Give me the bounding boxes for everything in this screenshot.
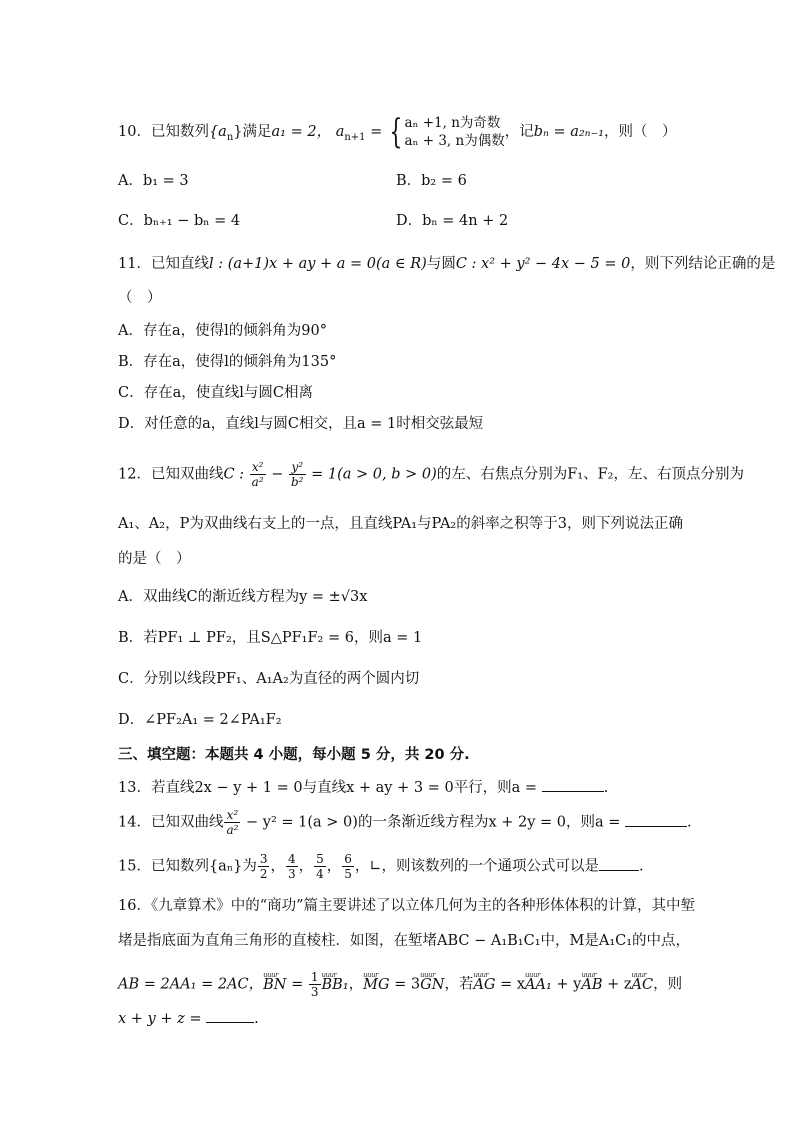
q16-l3-eq1: =: [286, 976, 308, 993]
q14-frac-den: a²: [226, 823, 239, 837]
q12-stem-b: 的左、右焦点分别为F₁、F₂，左、右顶点分别为: [436, 466, 744, 483]
q14-frac: [224, 808, 240, 837]
q12-option-c: C．分别以线段PF₁、A₁A₂为直径的两个圆内切: [118, 671, 420, 687]
q16-l3-h: ，则: [653, 976, 683, 993]
q16-line4: [118, 1008, 259, 1030]
q15-frac-4-den: 5: [344, 867, 352, 881]
q12-frac-x-num: x²: [250, 460, 266, 475]
q16-line2: 堵是指底面为直角三角形的直棱柱．如图，在堑堵ABC − A₁B₁C₁中，M是A₁C₁的中点，: [118, 933, 691, 949]
q14-period: .: [687, 814, 692, 831]
q10-rec-lhs: a: [335, 124, 345, 140]
q14-answer-blank[interactable]: [625, 812, 687, 827]
q15-ellipsis: ∟: [369, 858, 382, 875]
q11-line-eq: l : (a+1)x + ay + a = 0(a ∈ R): [208, 256, 427, 272]
q10-stem-a: 10．已知数列: [118, 124, 209, 140]
q16-vec-ac: uuur AC: [632, 974, 654, 996]
q16-l3-e: = x: [495, 976, 526, 993]
q15-frac-1: [258, 852, 270, 881]
q16-l3-g: + z: [602, 976, 632, 993]
q11-circle-eq: C : x² + y² − 4x − 5 = 0: [455, 256, 631, 272]
q12-frac-x: [250, 460, 266, 489]
q14-text-a: 14．已知双曲线: [118, 814, 224, 831]
q15-frac-3-num: 5: [316, 852, 324, 866]
q10-option-c: C．bₙ₊₁ − bₙ = 4: [118, 213, 241, 229]
question-13: [118, 777, 608, 799]
q15-sep-4: ，: [354, 858, 370, 875]
q16-l3-c: = 3: [389, 976, 421, 993]
q12-minus: −: [266, 466, 288, 483]
q15-frac-2-den: 3: [287, 867, 296, 881]
q13-answer-blank[interactable]: [542, 777, 604, 792]
q16-l3-f: + y: [551, 976, 582, 993]
q14-text-mid: − y² = 1(a > 0)的一条渐近线方程为x + 2y = 0，则a =: [241, 814, 626, 831]
q15-sep-1: ，: [270, 858, 285, 875]
q16-line1: 16．《九章算术》中的“商功”篇主要讲述了以立体几何为主的各种形体体积的计算，其中堑: [118, 898, 696, 914]
q12-frac-y-num: y²: [289, 460, 306, 475]
q10-case1: aₙ +1, n为奇数: [404, 115, 501, 131]
q12-hyp-pre: C :: [223, 466, 249, 483]
q12-frac-y-den: b²: [291, 475, 304, 489]
question-12-stem: [118, 460, 744, 489]
q11-stem-c: ，则下列结论正确的是: [630, 256, 776, 272]
question-15: [118, 852, 644, 881]
q10-option-b: B．b₂ = 6: [396, 173, 467, 189]
q12-option-b: B．若PF₁ ⊥ PF₂，且S△PF₁F₂ = 6，则a = 1: [118, 630, 423, 646]
q16-l3-d: ，若: [444, 976, 474, 993]
q15-sep-2: ，: [298, 858, 314, 875]
q12-frac-y: [289, 460, 306, 489]
q16-vec-bn: uuur BN: [263, 974, 286, 996]
q16-frac: [309, 970, 321, 999]
q16-frac-num: 1: [310, 970, 319, 984]
q16-answer-blank[interactable]: [206, 1008, 254, 1023]
q16-line4-a: x + y + z =: [118, 1011, 207, 1027]
q16-vec-bb: uuur BB₁: [322, 974, 349, 996]
q15-frac-2: [286, 852, 298, 881]
q16-vec-mg: uuur MG: [363, 974, 389, 996]
q13-period: .: [603, 780, 609, 796]
q15-frac-1-den: 2: [259, 867, 268, 881]
q15-text-b: ，则该数列的一个通项公式可以是: [381, 858, 600, 875]
q13-text: 13．若直线2x − y + 1 = 0与直线x + ay + 3 = 0平行，则a =: [118, 780, 542, 796]
q12-stem-line2: A₁、A₂，P为双曲线右支上的一点，且直线PA₁与PA₂的斜率之积等于3，则下列说法正确: [118, 516, 683, 532]
q11-option-d: D．对任意的a，直线l与圆C相交，且a = 1时相交弦最短: [118, 416, 484, 432]
q16-line3: [118, 970, 682, 999]
q15-text-a: 15．已知数列{aₙ}为: [118, 858, 257, 875]
q11-option-b: B．存在a，使得l的倾斜角为135°: [118, 354, 337, 370]
q12-frac-x-den: a²: [251, 475, 264, 489]
q16-vec-gn: uuur GN: [420, 974, 444, 996]
q10-seq: {a: [208, 124, 227, 140]
q11-option-c: C．存在a，使直线l与圆C相离: [118, 385, 313, 401]
q15-period: .: [639, 858, 644, 875]
q10-rec-eq: =: [365, 124, 387, 140]
q12-hyp-post: = 1(a > 0, b > 0): [306, 466, 437, 483]
q16-frac-den: 3: [310, 985, 319, 999]
q10-stem-b: 满足: [242, 124, 272, 140]
q12-stem-a: 12．已知双曲线: [118, 466, 224, 483]
q10-cond1: a₁ = 2，: [271, 124, 332, 140]
q16-period: .: [254, 1011, 259, 1027]
q15-frac-1-num: 3: [259, 852, 268, 866]
q10-option-a: A．b₁ = 3: [118, 173, 189, 189]
q15-frac-3-den: 4: [316, 867, 324, 881]
q15-sep-3: ，: [326, 858, 342, 875]
q10-cases: [405, 114, 505, 150]
q15-frac-4-num: 6: [344, 852, 352, 866]
q10-seq-close: }: [233, 124, 243, 140]
q15-frac-4: [342, 852, 354, 881]
q15-frac-3: [314, 852, 326, 881]
q12-stem-line3: 的是（ ）: [118, 551, 191, 567]
q16-vec-ab: uuur AB: [581, 974, 602, 996]
question-11-stem: [118, 253, 775, 275]
section-3-heading: 三、填空题：本题共 4 小题，每小题 5 分，共 20 分.: [118, 747, 470, 763]
q11-stem-a: 11．已知直线: [118, 256, 209, 272]
q10-case2: aₙ + 3, n为偶数: [404, 133, 505, 149]
q16-vec-ag: uuur AG: [473, 974, 495, 996]
q16-l3-a: AB = 2AA₁ = 2AC，: [118, 976, 264, 993]
question-10-stem: [118, 114, 677, 150]
q10-stem-c: ，记: [504, 124, 534, 140]
q10-bdef: bₙ = a₂ₙ₋₁: [533, 124, 605, 140]
q14-frac-num: x²: [224, 808, 240, 823]
q10-rec-sub: n+1: [344, 131, 366, 143]
q15-frac-2-num: 4: [287, 852, 296, 866]
q10-brace: {: [389, 112, 403, 152]
q11-stem-b: 与圆: [426, 256, 456, 272]
q16-vec-aa: uuur AA₁: [525, 974, 552, 996]
q12-option-a: A．双曲线C的渐近线方程为y = ±√3x: [118, 589, 368, 605]
q16-l3-b: ，: [348, 976, 364, 993]
q11-paren: （ ）: [118, 290, 162, 306]
q10-stem-d: ，则（ ）: [604, 124, 677, 140]
q10-seq-sub: n: [226, 131, 234, 143]
q11-option-a: A．存在a，使得l的倾斜角为90°: [118, 323, 327, 339]
q12-option-d: D．∠PF₂A₁ = 2∠PA₁F₂: [118, 712, 282, 728]
q10-option-d: D．bₙ = 4n + 2: [396, 213, 509, 229]
question-14: [118, 808, 692, 837]
q15-answer-blank[interactable]: [599, 856, 639, 871]
